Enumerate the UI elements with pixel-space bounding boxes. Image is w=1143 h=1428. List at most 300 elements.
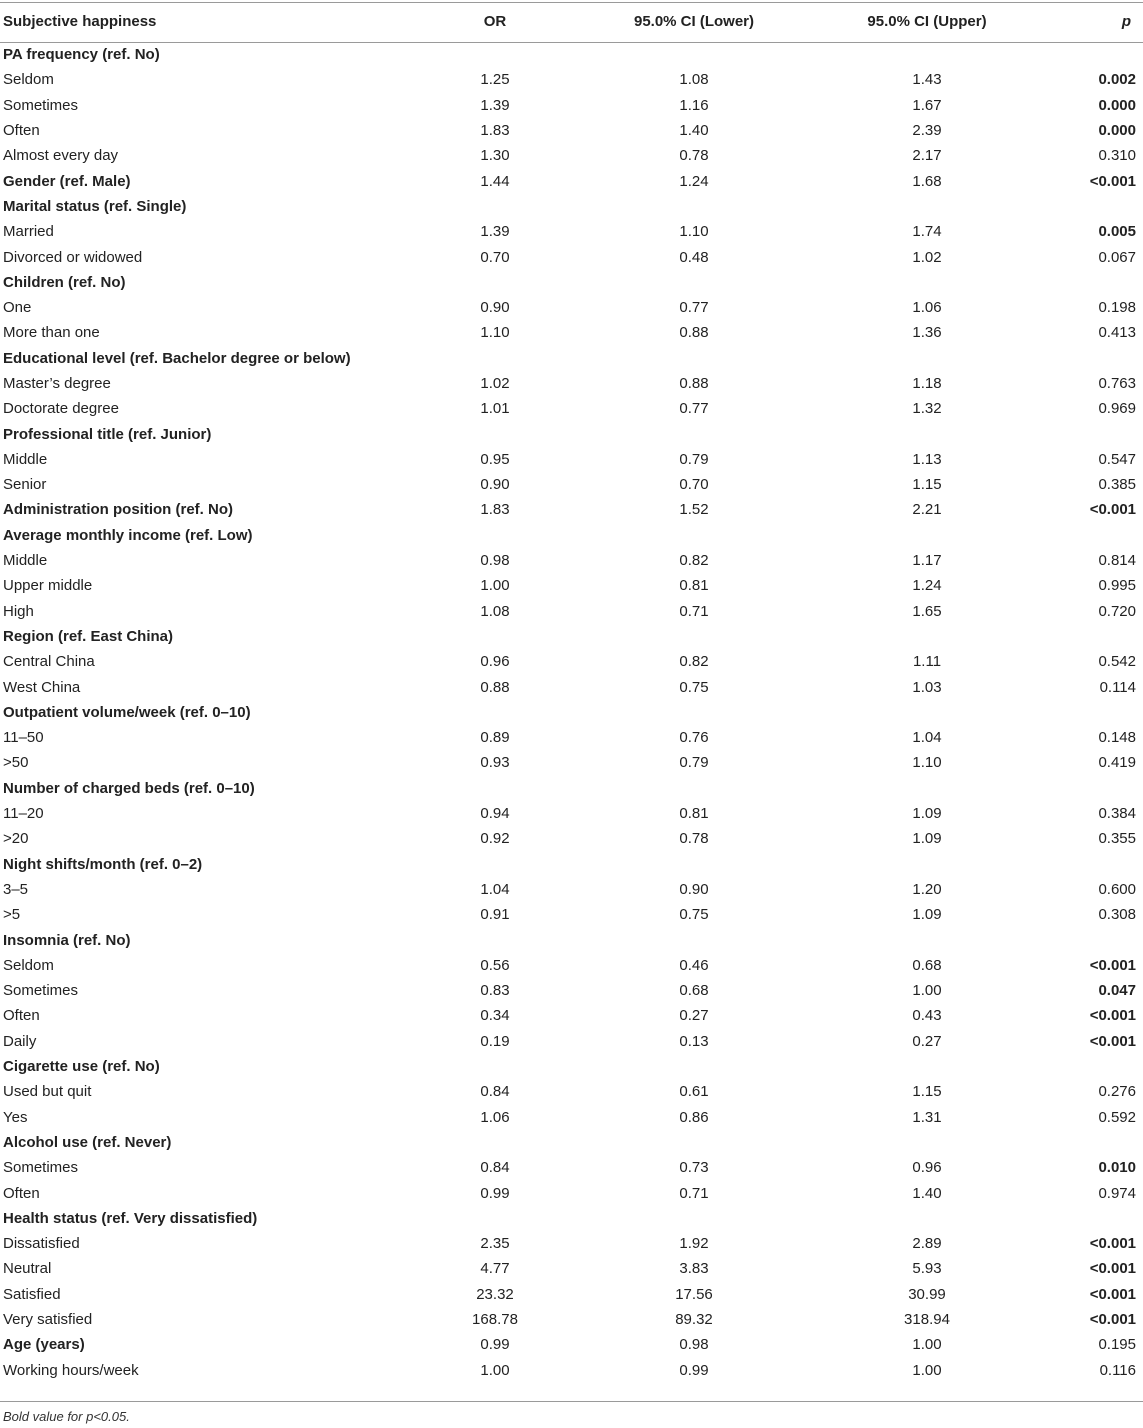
table-row [0, 826, 1143, 851]
table-row [0, 877, 1143, 902]
p-value-cell: <0.001 [1089, 1285, 1136, 1303]
row-label: Middle [3, 552, 48, 570]
table-section-row [0, 523, 1143, 548]
ci-upper-cell [788, 270, 1066, 295]
ci-lower-cell: 0.68 [679, 982, 709, 1000]
table-row [0, 67, 1143, 92]
row-label: Number of charged beds (ref. 0–10) [3, 779, 255, 797]
ci-upper-cell: 1.09 [912, 830, 942, 848]
ci-lower-cell: 0.79 [679, 450, 709, 468]
row-label: Night shifts/month (ref. 0–2) [3, 855, 203, 873]
row-label: Married [3, 223, 54, 241]
table-section-row [0, 168, 1143, 193]
row-label: Dissatisfied [3, 1235, 80, 1253]
p-value-cell: 0.000 [1098, 96, 1136, 114]
ci-upper-cell [788, 1054, 1066, 1079]
ci-lower-cell [600, 1054, 788, 1079]
ci-upper-cell: 1.40 [912, 1184, 942, 1202]
table-row [0, 118, 1143, 143]
ci-upper-cell: 0.68 [912, 956, 942, 974]
odds-ratio-cell: 4.77 [480, 1260, 510, 1278]
table-section-row [0, 42, 1143, 67]
p-value-cell: <0.001 [1089, 501, 1136, 519]
ci-upper-cell: 1.36 [912, 324, 942, 342]
row-label: Average monthly income (ref. Low) [3, 526, 253, 544]
p-value-cell: <0.001 [1089, 1235, 1136, 1253]
ci-lower-cell: 0.46 [679, 956, 709, 974]
odds-ratio-cell: 0.94 [480, 805, 510, 823]
odds-ratio-cell: 0.89 [480, 729, 510, 747]
odds-ratio-cell: 0.56 [480, 956, 510, 974]
p-value-cell [1066, 1130, 1143, 1155]
ci-upper-cell [788, 1206, 1066, 1231]
table-footnote: Bold value for p<0.05. [3, 1409, 130, 1424]
ci-lower-cell: 0.27 [679, 1007, 709, 1025]
ci-lower-cell: 0.77 [679, 400, 709, 418]
row-label: Seldom [3, 71, 54, 89]
p-value-cell: 0.067 [1098, 248, 1136, 266]
odds-ratio-cell: 0.88 [480, 678, 510, 696]
table-row [0, 674, 1143, 699]
odds-ratio-cell [390, 700, 600, 725]
odds-ratio-cell: 0.99 [480, 1336, 510, 1354]
row-label: Middle [3, 450, 48, 468]
table-row [0, 1079, 1143, 1104]
odds-ratio-cell [390, 270, 600, 295]
ci-upper-cell [788, 1130, 1066, 1155]
p-value-cell [1066, 776, 1143, 801]
ci-upper-cell: 1.03 [912, 678, 942, 696]
odds-ratio-cell [390, 852, 600, 877]
ci-lower-cell [600, 523, 788, 548]
odds-ratio-cell: 1.30 [480, 147, 510, 165]
odds-ratio-cell: 0.83 [480, 982, 510, 1000]
ci-upper-cell: 1.04 [912, 729, 942, 747]
column-header-p: p [1121, 12, 1131, 30]
table-row [0, 750, 1143, 775]
ci-lower-cell [600, 927, 788, 952]
ci-upper-cell: 1.20 [912, 880, 942, 898]
ci-upper-cell: 1.31 [912, 1108, 942, 1126]
ci-upper-cell: 1.67 [912, 96, 942, 114]
ci-upper-cell [788, 346, 1066, 371]
p-value-cell: 0.720 [1098, 602, 1136, 620]
row-label: Professional title (ref. Junior) [3, 425, 212, 443]
ci-lower-cell: 0.78 [679, 147, 709, 165]
column-header-ci-upper: 95.0% CI (Upper) [867, 12, 987, 30]
p-value-cell: 0.005 [1098, 223, 1136, 241]
p-value-cell [1066, 927, 1143, 952]
p-value-cell: 0.385 [1098, 476, 1136, 494]
p-value-cell: 0.592 [1098, 1108, 1136, 1126]
odds-ratio-cell [390, 1054, 600, 1079]
ci-upper-cell: 1.06 [912, 299, 942, 317]
row-label: Often [3, 1184, 40, 1202]
row-label: Marital status (ref. Single) [3, 197, 187, 215]
table-section-row [0, 1130, 1143, 1155]
p-value-cell [1066, 194, 1143, 219]
row-label: West China [3, 678, 81, 696]
odds-ratio-cell: 1.25 [480, 71, 510, 89]
row-label: Neutral [3, 1260, 52, 1278]
odds-ratio-cell: 1.06 [480, 1108, 510, 1126]
row-label: Yes [3, 1108, 28, 1126]
p-value-cell [1066, 1054, 1143, 1079]
row-label: PA frequency (ref. No) [3, 46, 160, 64]
table-row [0, 801, 1143, 826]
p-value-cell [1066, 1206, 1143, 1231]
odds-ratio-cell: 23.32 [476, 1285, 514, 1303]
row-label: Often [3, 122, 40, 140]
table-section-row [0, 1054, 1143, 1079]
table-row [0, 1029, 1143, 1054]
ci-lower-cell [600, 852, 788, 877]
row-label: Region (ref. East China) [3, 627, 174, 645]
row-label: Health status (ref. Very dissatisfied) [3, 1209, 258, 1227]
ci-lower-cell: 0.71 [679, 602, 709, 620]
ci-lower-cell: 0.79 [679, 754, 709, 772]
odds-ratio-cell: 0.93 [480, 754, 510, 772]
odds-ratio-cell: 1.04 [480, 880, 510, 898]
row-label: Cigarette use (ref. No) [3, 1058, 160, 1076]
odds-ratio-cell: 1.39 [480, 223, 510, 241]
table-row [0, 1180, 1143, 1205]
row-label: Sometimes [3, 96, 79, 114]
row-label: Satisfied [3, 1285, 61, 1303]
table-row [0, 295, 1143, 320]
p-value-cell [1066, 700, 1143, 725]
p-value-cell: <0.001 [1089, 172, 1136, 190]
row-label: Outpatient volume/week (ref. 0–10) [3, 703, 251, 721]
odds-ratio-cell: 1.00 [480, 1361, 510, 1379]
ci-upper-cell: 2.89 [912, 1235, 942, 1253]
ci-lower-cell [600, 194, 788, 219]
odds-ratio-cell [390, 927, 600, 952]
ci-lower-cell: 1.10 [679, 223, 709, 241]
p-value-cell: 0.047 [1098, 982, 1136, 1000]
ci-upper-cell: 1.17 [912, 552, 942, 570]
p-value-cell: 0.116 [1099, 1361, 1136, 1379]
table-body [0, 42, 1143, 1383]
p-value-cell: 0.002 [1098, 71, 1136, 89]
odds-ratio-cell: 1.10 [480, 324, 510, 342]
ci-upper-cell [788, 523, 1066, 548]
ci-lower-cell: 0.86 [679, 1108, 709, 1126]
row-label: Almost every day [3, 147, 119, 165]
ci-upper-cell [788, 42, 1066, 67]
row-label: High [3, 602, 34, 620]
ci-lower-cell: 0.48 [679, 248, 709, 266]
ci-upper-cell: 1.02 [912, 248, 942, 266]
table-row [0, 396, 1143, 421]
row-label: Alcohol use (ref. Never) [3, 1133, 172, 1151]
ci-lower-cell [600, 700, 788, 725]
ci-lower-cell: 89.32 [675, 1310, 713, 1328]
table-header-row [0, 0, 1143, 42]
odds-ratio-cell: 1.02 [480, 375, 510, 392]
table-row [0, 143, 1143, 168]
table-section-row [0, 776, 1143, 801]
ci-lower-cell: 0.99 [679, 1361, 709, 1379]
ci-upper-cell: 1.24 [912, 577, 942, 595]
ci-upper-cell: 1.00 [912, 1361, 942, 1379]
odds-ratio-cell: 1.83 [480, 122, 510, 140]
ci-lower-cell: 0.88 [679, 324, 709, 342]
ci-upper-cell [788, 776, 1066, 801]
p-value-cell: 0.308 [1098, 906, 1136, 924]
ci-lower-cell: 0.82 [679, 653, 709, 671]
ci-upper-cell [788, 927, 1066, 952]
row-label: Sometimes [3, 1159, 79, 1177]
row-label: Administration position (ref. No) [3, 501, 233, 519]
table-section-row [0, 421, 1143, 446]
p-value-cell: 0.547 [1098, 450, 1136, 468]
row-label: Often [3, 1007, 40, 1025]
table-section-row [0, 194, 1143, 219]
ci-upper-cell [788, 852, 1066, 877]
odds-ratio-cell: 1.44 [480, 172, 510, 190]
p-value-cell: 0.974 [1098, 1184, 1136, 1202]
table-row [0, 244, 1143, 269]
odds-ratio-cell [390, 42, 600, 67]
table-section-row [0, 270, 1143, 295]
ci-lower-cell: 0.81 [679, 805, 709, 823]
ci-upper-cell: 1.09 [912, 906, 942, 924]
row-label: Sometimes [3, 982, 79, 1000]
p-value-cell: <0.001 [1089, 1007, 1136, 1025]
p-value-cell [1066, 624, 1143, 649]
ci-lower-cell: 1.24 [679, 172, 709, 190]
ci-lower-cell [600, 624, 788, 649]
odds-ratio-cell: 0.34 [480, 1007, 510, 1025]
ci-upper-cell: 1.11 [912, 653, 942, 671]
odds-ratio-cell: 0.84 [480, 1083, 510, 1101]
ci-upper-cell: 1.65 [912, 602, 942, 620]
table-bottom-rule [0, 1401, 1143, 1402]
ci-lower-cell [600, 270, 788, 295]
ci-lower-cell: 0.98 [679, 1336, 709, 1354]
table-row [0, 219, 1143, 244]
row-label: Upper middle [3, 577, 93, 595]
ci-upper-cell: 1.43 [912, 71, 942, 89]
p-value-cell: 0.600 [1098, 880, 1136, 898]
row-label: Very satisfied [3, 1310, 93, 1328]
p-value-cell: <0.001 [1089, 1260, 1136, 1278]
table-row [0, 902, 1143, 927]
ci-upper-cell: 2.17 [912, 147, 942, 165]
odds-ratio-cell: 168.78 [472, 1310, 518, 1328]
table-row [0, 1357, 1143, 1382]
row-label: Insomnia (ref. No) [3, 931, 131, 949]
odds-ratio-cell: 1.08 [480, 602, 510, 620]
odds-ratio-cell: 0.99 [480, 1184, 510, 1202]
table-section-row [0, 624, 1143, 649]
ci-upper-cell: 30.99 [908, 1285, 946, 1303]
row-label: 3–5 [3, 880, 29, 898]
ci-lower-cell: 1.08 [679, 71, 709, 89]
row-label: Central China [3, 653, 95, 671]
table-row [0, 1307, 1143, 1332]
ci-upper-cell: 1.09 [912, 805, 942, 823]
row-label: >5 [3, 906, 21, 924]
ci-lower-cell: 1.16 [679, 96, 709, 114]
table-row [0, 1003, 1143, 1028]
p-value-cell: 0.413 [1098, 324, 1136, 342]
ci-lower-cell: 17.56 [675, 1285, 713, 1303]
ci-upper-cell: 318.94 [904, 1310, 950, 1328]
table-section-row [0, 497, 1143, 522]
odds-ratio-cell [390, 421, 600, 446]
p-value-cell [1066, 421, 1143, 446]
odds-ratio-cell: 0.90 [480, 299, 510, 317]
p-value-cell: 0.010 [1098, 1159, 1136, 1177]
p-value-cell [1066, 852, 1143, 877]
p-value-cell: 0.000 [1098, 122, 1136, 140]
p-value-cell: 0.114 [1099, 678, 1136, 696]
p-value-cell: 0.355 [1098, 830, 1136, 848]
odds-ratio-cell: 1.39 [480, 96, 510, 114]
ci-upper-cell: 1.10 [912, 754, 942, 772]
row-label: Senior [3, 476, 47, 494]
ci-upper-cell: 1.74 [912, 223, 942, 241]
table-row [0, 1282, 1143, 1307]
column-header-subjective-happiness: Subjective happiness [3, 12, 157, 30]
row-label: Daily [3, 1032, 37, 1050]
ci-upper-cell [788, 194, 1066, 219]
ci-upper-cell: 2.21 [912, 501, 942, 519]
ci-lower-cell: 1.40 [679, 122, 709, 140]
ci-upper-cell: 1.18 [912, 375, 942, 392]
table-row [0, 472, 1143, 497]
ci-lower-cell: 0.71 [679, 1184, 709, 1202]
ci-upper-cell: 1.00 [912, 1336, 942, 1354]
ci-lower-cell: 0.75 [679, 678, 709, 696]
table-section-row [0, 700, 1143, 725]
odds-ratio-cell [390, 624, 600, 649]
ci-lower-cell: 1.92 [679, 1235, 709, 1253]
row-label: >20 [3, 830, 29, 848]
p-value-cell: 0.419 [1098, 754, 1136, 772]
ci-lower-cell: 0.70 [679, 476, 709, 494]
ci-upper-cell: 1.13 [912, 450, 942, 468]
table-row [0, 371, 1143, 396]
row-label: Master’s degree [3, 375, 111, 392]
row-label: 11–50 [3, 729, 44, 747]
odds-ratio-cell: 1.83 [480, 501, 510, 519]
odds-ratio-cell [390, 194, 600, 219]
ci-upper-cell: 1.15 [912, 1083, 942, 1101]
p-value-cell: <0.001 [1089, 1032, 1136, 1050]
row-label: Used but quit [3, 1083, 92, 1101]
p-value-cell [1066, 42, 1143, 67]
table-section-row [0, 1332, 1143, 1357]
ci-lower-cell: 0.77 [679, 299, 709, 317]
table-row [0, 978, 1143, 1003]
table-section-row [0, 927, 1143, 952]
ci-lower-cell: 1.52 [679, 501, 709, 519]
table-row [0, 320, 1143, 345]
ci-lower-cell: 0.82 [679, 552, 709, 570]
odds-ratio-cell: 0.91 [480, 906, 510, 924]
odds-ratio-cell: 2.35 [480, 1235, 510, 1253]
row-label: 11–20 [3, 805, 44, 823]
ci-upper-cell: 0.43 [912, 1007, 942, 1025]
odds-ratio-cell: 0.70 [480, 248, 510, 266]
p-value-cell: 0.542 [1098, 653, 1136, 671]
row-label: Gender (ref. Male) [3, 172, 131, 190]
odds-ratio-cell: 1.01 [480, 400, 510, 418]
p-value-cell: 0.995 [1098, 577, 1136, 595]
p-value-cell: 0.814 [1098, 552, 1136, 570]
ci-upper-cell [788, 700, 1066, 725]
odds-ratio-cell: 0.95 [480, 450, 510, 468]
ci-lower-cell [600, 421, 788, 446]
table-row [0, 725, 1143, 750]
p-value-cell [1066, 523, 1143, 548]
table-row [0, 1231, 1143, 1256]
ci-lower-cell [600, 1130, 788, 1155]
ci-upper-cell: 1.68 [912, 172, 942, 190]
table-row [0, 1256, 1143, 1281]
column-header-or: OR [483, 12, 507, 30]
table-row [0, 953, 1143, 978]
ci-upper-cell [788, 421, 1066, 446]
ci-upper-cell: 2.39 [912, 122, 942, 140]
p-value-cell: <0.001 [1089, 1310, 1136, 1328]
row-label: More than one [3, 324, 100, 342]
ci-lower-cell: 0.73 [679, 1159, 709, 1177]
odds-ratio-cell: 1.00 [480, 577, 510, 595]
p-value-cell [1066, 346, 1143, 371]
row-label: Age (years) [3, 1336, 85, 1354]
p-value-cell: 0.310 [1098, 147, 1136, 165]
ci-lower-cell [600, 776, 788, 801]
ci-upper-cell [788, 624, 1066, 649]
p-value-cell: 0.384 [1098, 805, 1136, 823]
table-row [0, 447, 1143, 472]
table-row [0, 649, 1143, 674]
ci-lower-cell: 0.13 [679, 1032, 709, 1050]
ci-lower-cell [600, 346, 788, 371]
table-row [0, 548, 1143, 573]
ci-lower-cell: 0.76 [679, 729, 709, 747]
ci-upper-cell: 5.93 [912, 1260, 942, 1278]
ci-upper-cell: 1.15 [912, 476, 942, 494]
table-row [0, 1104, 1143, 1129]
row-label: Children (ref. No) [3, 273, 126, 291]
odds-ratio-cell: 0.90 [480, 476, 510, 494]
odds-ratio-cell [390, 1130, 600, 1155]
odds-ratio-cell [390, 776, 600, 801]
odds-ratio-cell: 0.84 [480, 1159, 510, 1177]
row-label: Divorced or widowed [3, 248, 143, 266]
odds-ratio-cell [390, 523, 600, 548]
table-row [0, 599, 1143, 624]
odds-ratio-cell [390, 346, 600, 371]
ci-lower-cell: 0.61 [679, 1083, 709, 1101]
odds-ratio-cell: 0.96 [480, 653, 510, 671]
p-value-cell: 0.195 [1098, 1336, 1136, 1354]
ci-lower-cell: 0.90 [679, 880, 709, 898]
p-value-cell: 0.763 [1098, 375, 1136, 392]
ci-upper-cell: 1.32 [912, 400, 942, 418]
p-value-cell: 0.969 [1098, 400, 1136, 418]
ci-lower-cell: 0.78 [679, 830, 709, 848]
ci-lower-cell: 0.81 [679, 577, 709, 595]
row-label: One [3, 299, 32, 317]
p-value-cell [1066, 270, 1143, 295]
row-label: Doctorate degree [3, 400, 119, 418]
